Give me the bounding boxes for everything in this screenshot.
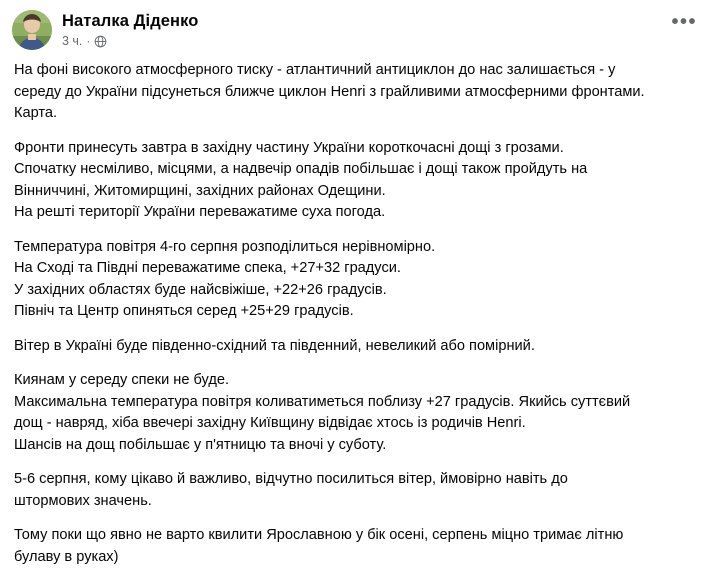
post-paragraph (14, 525, 697, 568)
post-line: Північ та Центр опиняться серед +25+29 градусів. (14, 301, 697, 323)
post-line: Киянам у середу спеки не буде. (14, 370, 697, 392)
post-line: У західних областях буде найсвіжіше, +22+26 градусів. (14, 280, 697, 302)
post-paragraph (14, 469, 697, 512)
post-line: Вінниччині, Житомирщині, західних районах Одещини. (14, 181, 697, 203)
post-options-button[interactable]: ••• (671, 17, 697, 27)
meta-separator: · (86, 34, 90, 48)
post-line: середу до України підсунеться ближче циклон Henri з грайливими атмосферними фронтами. (14, 82, 697, 104)
post-paragraph (14, 60, 697, 125)
post-line: дощ - навряд, хіба ввечері західну Київщину відвідає хтось із родичів Henri. (14, 413, 697, 435)
post-line: Шансів на дощ побільшає у п'ятницю та вночі у суботу. (14, 435, 697, 457)
avatar[interactable] (12, 10, 52, 50)
post-paragraph (14, 237, 697, 323)
post-line: Температура повітря 4-го серпня розподілиться нерівномірно. (14, 237, 697, 259)
post-line: На решті території України переважатиме суха погода. (14, 202, 697, 224)
post-header-text (62, 10, 198, 48)
author-name[interactable]: Наталка Діденко (62, 11, 198, 31)
post-line: штормових значень. (14, 491, 697, 513)
post-line: булаву в руках) (14, 547, 697, 568)
post-paragraph (14, 138, 697, 224)
post-paragraph (14, 370, 697, 456)
post-line: Спочатку несміливо, місцями, а надвечір опадів побільшає і дощі також пройдуть на (14, 159, 697, 181)
post-line: 5-6 серпня, кому цікаво й важливо, відчутно посилиться вітер, ймовірно навіть до (14, 469, 697, 491)
post-line: Максимальна температура повітря коливатиметься поблизу +27 градусів. Якийсь суттєвий (14, 392, 697, 414)
post-paragraph (14, 336, 697, 358)
timestamp[interactable]: 3 ч. (62, 34, 82, 48)
post-line: Вітер в Україні буде південно-східний та південний, невеликий або помірний. (14, 336, 697, 358)
post-line: На фоні високого атмосферного тиску - атлантичний антициклон до нас залишається - у (14, 60, 697, 82)
post-line: Тому поки що явно не варто квилити Ярославною у бік осені, серпень міцно тримає літню (14, 525, 697, 547)
post-line: Фронти принесуть завтра в західну частину України короткочасні дощі з грозами. (14, 138, 697, 160)
post-text (0, 56, 711, 568)
globe-icon[interactable] (94, 35, 107, 48)
post-line: На Сході та Півдні переважатиме спека, +27+32 градуси. (14, 258, 697, 280)
post-line: Карта. (14, 103, 697, 125)
post-meta (62, 34, 198, 48)
post-header (0, 0, 711, 56)
